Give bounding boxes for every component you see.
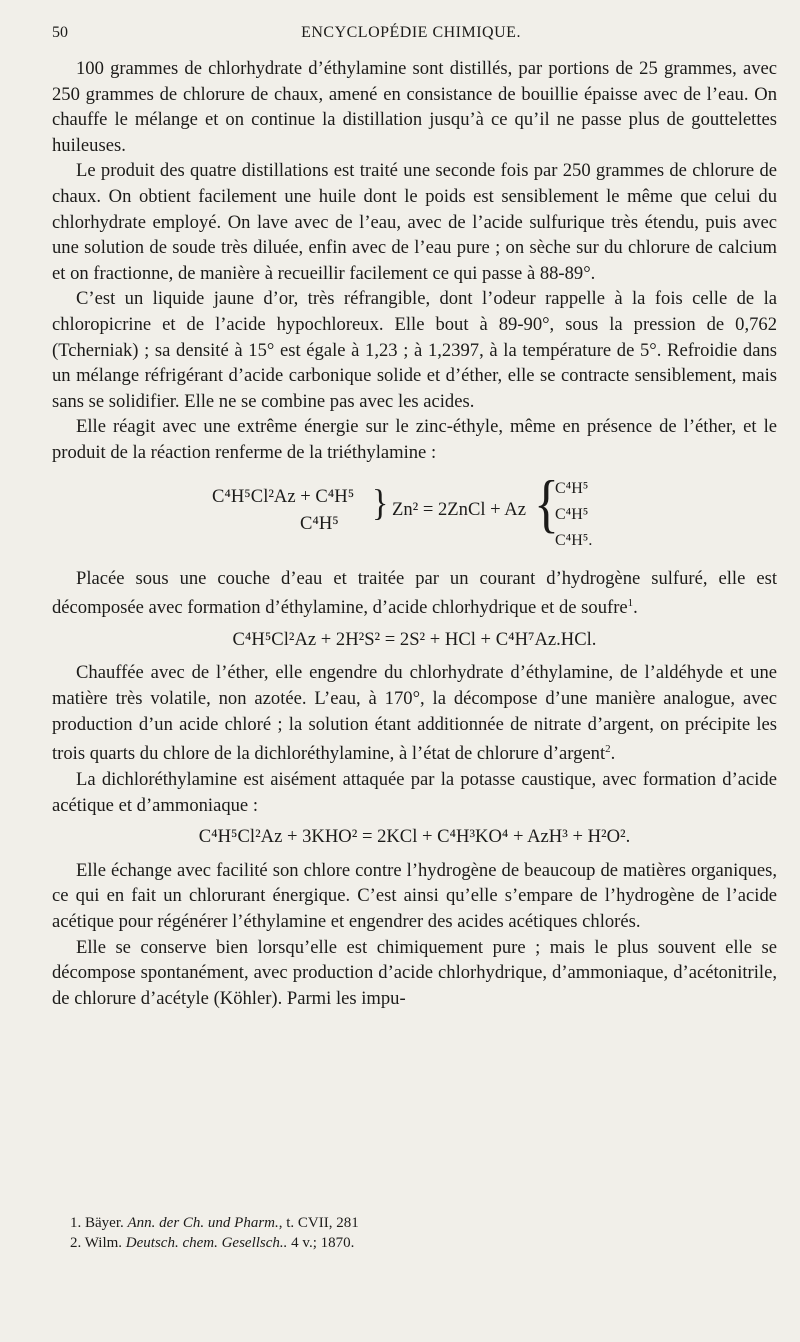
paragraph: Chauffée avec de l’éther, elle engendre du chlorhydrate d’éthylamine, de l’aldéhyde et une matière très volatile, non azotée. L’eau, à 170°, la décompose d’une manière analogue, avec production d’un acide chloré ; la solution étant additionnée de nitrate d’argent, on précipite les trois quarts du chlore de la dichloréthylamine, à l’état de chlorure d’argent$^2$. [52,662,777,765]
page-number: 50 [52,24,68,41]
brace-icon: { [534,468,559,540]
footnote: 1. Bäyer. Ann. der Ch. und Pharm., t. CVII, 281 [70,1215,359,1231]
formula-ethyl: C⁴H⁵ [555,505,589,523]
formula-middle: Zn² = 2ZnCl + Az [392,498,526,520]
footnote-ref: 2 [605,743,611,756]
brace-icon: } [372,482,389,524]
footnotes [70,1213,359,1253]
paragraph: Elle se conserve bien lorsqu’elle est chimiquement pure ; mais le plus souvent elle se décompose spontanément, avec production d’acide chlorhydrique, d’ammoniaque, d’acétonitrile, de chlorure d’acétyle (Köhler). Parmi les impu- [52,936,777,1009]
formula-ethyl: C⁴H⁵. [555,531,593,549]
footnote: 2. Wilm. Deutsch. chem. Gesellsch.. 4 v.; 1870. [70,1235,355,1251]
paragraph: C’est un liquide jaune d’or, très réfrangible, dont l’odeur rappelle à la fois celle de la chloropicrine et de l’acide hypochloreux. Elle bout à 89-90°, sous la pression de 0,762 (Tcherniak) ; sa densité à 15° est égale à 1,23 ; à 1,2397, à la température de 5°. Refroidie dans un mélange réfrigérant d’acide carbonique solide et d’éther, elle se contracte sensiblement, mais sans se solidifier. Elle ne se combine pas avec les acides. [52,288,777,412]
running-title: ENCYCLOPÉDIE CHIMIQUE. [301,24,521,41]
reaction-formula-h2s: C⁴H⁵Cl²Az + 2H²S² = 2S² + HCl + C⁴H⁷Az.HCl. [232,628,597,650]
paragraph: Elle réagit avec une extrême énergie sur le zinc-éthyle, même en présence de l’éther, et le produit de la réaction renferme de la triéthylamine : [52,416,777,463]
formula-left: C⁴H⁵Cl²Az + C⁴H⁵ [212,485,355,507]
paragraph: La dichloréthylamine est aisément attaquée par la potasse caustique, avec formation d’acide acétique et d’ammoniaque : [52,769,777,816]
paragraph: Elle échange avec facilité son chlore contre l’hydrogène de beaucoup de matières organiques, ce qui en fait un chlorurant énergique. C’est ainsi qu’elle s’empare de l’hydrogène de l’acide acétique pour régénérer l’éthylamine et engendrer des acides acétiques chlorés. [52,859,777,932]
paragraph: Placée sous une couche d’eau et traitée par un courant d’hydrogène sulfuré, elle est décomposée avec formation d’éthylamine, d’acide chlorhydrique et de soufre$^1$. [52,567,777,619]
reaction-formula-potash: C⁴H⁵Cl²Az + 3KHO² = 2KCl + C⁴H³KO⁴ + AzH³ + H²O². [198,826,631,848]
formula-ethyl: C⁴H⁵ [555,479,589,497]
page-header [52,24,770,48]
body-text [52,56,777,1011]
footnote-ref: 1 [627,597,634,610]
paragraph: 100 grammes de chlorhydrate d’éthylamine sont distillés, par portions de 25 grammes, avec 250 grammes de chlorure de chaux, amené en consistance de bouillie épaisse avec de l’eau. On chauffe le mélange et on continue la distillation jusqu’à ce qu’il ne passe plus de gouttelettes huileuses. [52,58,777,156]
reaction-formula-triethylamine [52,466,777,566]
formula-left-lower: C⁴H⁵ [300,512,339,534]
paragraph: Le produit des quatre distillations est traité une seconde fois par 250 grammes de chlorure de chaux. On obtient facilement une huile dont le poids est sensiblement le même que celui du chlorhydrate employé. On lave avec de l’eau, avec de l’acide sulfurique très étendu, puis avec une solution de soude très diluée, enfin avec de l’eau pure ; on sèche sur du chlorure de calcium et on fractionne, de manière à recueillir facilement ce qui passe à 88-89°. [52,160,777,284]
